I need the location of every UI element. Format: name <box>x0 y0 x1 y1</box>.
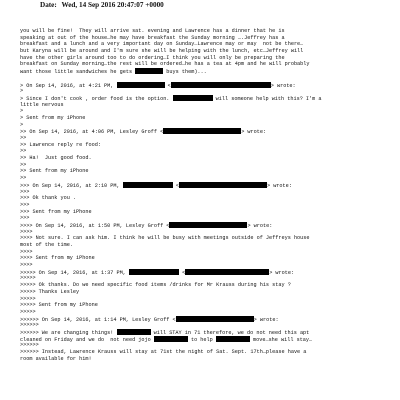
email-text: move…she will stay… <box>249 336 313 343</box>
email-text: >>>>> <box>20 295 36 302</box>
date-value: Wed, 14 Sep 2016 20:47:07 +0000 <box>61 1 164 9</box>
email-text: > Since I don't cook , order food is the option. <box>20 95 173 102</box>
email-line <box>20 148 394 155</box>
redaction-block <box>179 182 267 188</box>
email-text: >>>> <box>20 262 33 269</box>
email-text: >>>> Not sure. I can ask him. I think he will be busy with meetings outside of Jeffreys house <box>20 235 310 242</box>
email-text: >> Sent from my iPhone <box>20 168 89 175</box>
email-line <box>20 356 394 363</box>
email-line <box>20 202 394 209</box>
email-text: >> On Sep 14, 2016, at 4:06 PM, Lesley Groff < <box>20 129 164 136</box>
email-text: >>>>> On Sep 14, 2016, at 1:37 PM, <box>20 269 129 276</box>
email-line <box>20 41 394 48</box>
redaction-block <box>163 128 241 134</box>
email-line <box>20 55 394 62</box>
email-line <box>20 349 394 356</box>
email-text: most of the time. <box>20 242 73 248</box>
email-line <box>20 28 394 35</box>
redaction-block <box>154 336 188 342</box>
email-body <box>20 28 394 362</box>
email-text: >> <box>20 161 27 168</box>
email-text: >>>>>> We are changing things! <box>20 329 117 336</box>
email-text: > <box>20 108 24 115</box>
email-text: have the other girls around too to do ordering…I think you will only be preparing the <box>20 54 285 61</box>
email-text: >>> <box>20 188 30 195</box>
email-line <box>20 142 394 149</box>
email-text: >>> Sent from my iPhone <box>20 208 92 215</box>
email-text: >>>>> <box>20 308 36 315</box>
email-text: >>> <box>20 201 30 208</box>
email-line <box>20 155 394 162</box>
email-line <box>20 275 394 282</box>
email-line <box>20 336 394 343</box>
email-line <box>20 255 394 262</box>
email-text: >>>>> Sent from my iPhone <box>20 302 98 309</box>
email-text: want those little sandwiches he gets <box>20 69 136 76</box>
email-text: >>> On Sep 14, 2016, at 2:10 PM, <box>20 182 123 189</box>
email-line <box>20 182 394 189</box>
email-text: >>>> On Sep 14, 2016, at 1:50 PM, Lesley Groff < <box>20 222 170 229</box>
redaction-block <box>173 95 213 101</box>
email-text: >> Ha! Just good food. <box>20 155 92 162</box>
email-line <box>20 82 394 89</box>
email-text: > On Sep 14, 2016, at 4:21 PM, <box>20 82 117 89</box>
email-line <box>20 249 394 256</box>
email-line <box>20 269 394 276</box>
redaction-block <box>129 269 179 275</box>
email-line <box>20 242 394 249</box>
redaction-block <box>169 222 247 228</box>
email-text: < <box>164 82 171 89</box>
email-line <box>20 316 394 323</box>
redaction-block <box>123 182 173 188</box>
email-line <box>20 48 394 55</box>
email-text: >>>>>> <box>20 322 39 329</box>
email-text: breakfast and a lunch and a very important day on Sunday…Lawrence may or may not be there… <box>20 41 304 48</box>
email-line <box>20 175 394 182</box>
email-line <box>20 195 394 202</box>
email-text: you will be fine! They will arrive sat. evening and Lawrence has a dinner that he is <box>20 28 285 34</box>
email-line <box>20 35 394 42</box>
email-line <box>20 68 394 75</box>
email-line <box>20 296 394 303</box>
redaction-block <box>171 82 271 88</box>
email-text: >>>>> Thanks Lesley <box>20 288 80 295</box>
email-text: >>>> <box>20 248 33 255</box>
redaction-block <box>117 82 165 88</box>
email-text: < <box>172 182 179 189</box>
email-text: > wrote: <box>241 129 267 136</box>
email-line <box>20 88 394 95</box>
email-text: will STAY in 71 therefore, we do not need this apt <box>150 329 310 336</box>
email-line <box>20 189 394 196</box>
email-text: >> <box>20 135 27 141</box>
email-text: > Sent from my iPhone <box>20 114 86 121</box>
email-line <box>20 108 394 115</box>
email-text: >>>>> Ok thanks. Do we need specific food items /drinks for Mr Krauss during his stay ? <box>20 282 291 289</box>
email-line <box>20 162 394 169</box>
email-text: > wrote: <box>253 316 279 323</box>
email-text: > wrote: <box>270 82 296 89</box>
email-line <box>20 122 394 129</box>
email-text: >>> Ok thank you . <box>20 195 77 202</box>
email-line <box>20 135 394 142</box>
email-line <box>20 102 394 109</box>
email-line <box>20 95 394 102</box>
email-line <box>20 262 394 269</box>
redaction-block <box>135 68 163 74</box>
email-line <box>20 215 394 222</box>
email-line <box>20 128 394 135</box>
redaction-block <box>216 336 250 342</box>
email-line <box>20 282 394 289</box>
email-text: >>>> Sent from my iPhone <box>20 255 95 262</box>
email-text: >>>>>> On Sep 14, 2016, at 1:14 PM, Lesley Groff < <box>20 316 176 323</box>
email-line <box>20 235 394 242</box>
date-header <box>40 1 164 9</box>
email-line <box>20 222 394 229</box>
email-text: little nervous <box>20 101 64 108</box>
email-text: >>>> <box>20 228 33 235</box>
email-text: > wrote: <box>247 222 273 229</box>
email-text: > wrote: <box>269 269 295 276</box>
email-line <box>20 342 394 349</box>
email-line <box>20 302 394 309</box>
email-text: >>>>>> Instead, Lawrence Krauss will stay at 71st the night of Sat. Sept. 17th…please have a <box>20 349 307 355</box>
email-text: but Karyna will be around and I'm sure she will be helping with the lunch, etc…Jeffrey will <box>20 48 304 55</box>
email-text: > <box>20 88 24 95</box>
email-text: >>>>> <box>20 275 36 282</box>
email-text: breakfast on Sunday morning…the rest will be ordered…he has a tea at 4pm and he will probably <box>20 61 310 68</box>
email-line <box>20 209 394 216</box>
email-line <box>20 75 394 82</box>
email-line <box>20 322 394 329</box>
email-line <box>20 61 394 68</box>
email-line <box>20 229 394 236</box>
email-text: cleaned on Friday and we do not need jojo <box>20 336 154 343</box>
email-text: > wrote: <box>266 182 292 189</box>
redaction-block <box>185 269 269 275</box>
email-text: speaking at out of the house…he may have breakfast the Sunday morning ….Jeffrey has a <box>20 34 285 41</box>
email-text: buys them)... <box>163 69 207 76</box>
email-line <box>20 168 394 175</box>
email-text: will someone help with this? I'm a <box>212 95 322 102</box>
email-text: room available for him! <box>20 355 92 362</box>
email-text: > <box>20 121 24 128</box>
email-text: >>>>>> <box>20 342 39 349</box>
redaction-block <box>176 316 254 322</box>
redaction-block <box>117 329 151 335</box>
email-text: >> <box>20 175 27 182</box>
email-line <box>20 309 394 316</box>
email-text: >>> <box>20 215 30 222</box>
email-line <box>20 289 394 296</box>
email-line <box>20 329 394 336</box>
email-text: < <box>178 269 186 276</box>
email-line <box>20 115 394 122</box>
date-label: Date: <box>40 1 57 9</box>
email-text: >> Lawrence reply re food: <box>20 141 101 148</box>
email-text: to help <box>187 336 216 343</box>
email-text: >> <box>20 148 27 155</box>
